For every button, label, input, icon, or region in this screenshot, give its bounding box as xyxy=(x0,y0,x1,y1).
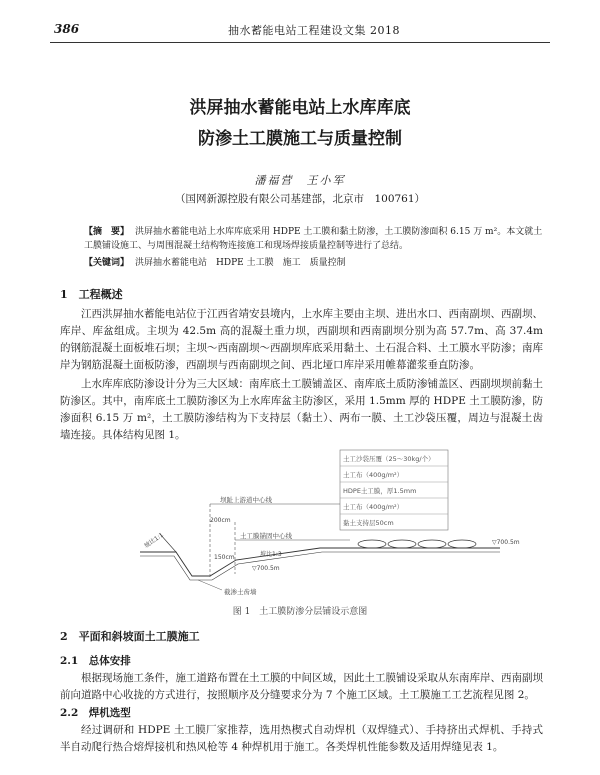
figure-1-diagram xyxy=(140,444,550,602)
legend-item: 土工布（400g/m²） xyxy=(343,471,404,479)
slope-ratio-label: 坡比1:3 xyxy=(260,551,282,558)
abstract-text-1: 洪屏抽水蓄能电站上水库库底采用 HDPE 土工膜和黏土防渗，土工膜防渗面积 6.15 万 m²。本文就土 xyxy=(135,227,543,237)
section-1-heading: 1 工程概述 xyxy=(60,288,123,301)
sandbag-row xyxy=(358,540,476,548)
header-rule xyxy=(50,42,550,43)
authors: 潘福营 王小军 xyxy=(254,174,346,187)
section-2-1-heading: 2.1 总体安排 xyxy=(60,655,131,667)
center-lines xyxy=(210,504,235,578)
leader-line xyxy=(198,580,222,590)
abstract-line-1 xyxy=(84,226,546,239)
article-title-line-1: 洪屏抽水蓄能电站上水库库底 xyxy=(189,98,411,118)
article-title-line-2: 防渗土工膜施工与质量控制 xyxy=(198,129,402,149)
cutoff-wall-label: 截渗土齿墙 xyxy=(224,588,257,596)
abstract-text-2: 工膜铺设施工、与周围混凝土结构物连接施工和现场焊接质量控制等进行了总结。 xyxy=(84,241,409,251)
affiliation: （国网新源控股有限公司基建部，北京市 100761） xyxy=(174,193,426,205)
keywords-text: 洪屏抽水蓄能电站 HDPE 土工膜 施工 质量控制 xyxy=(135,258,346,268)
upper-road-centerline-label: 坝趾上游道中心线 xyxy=(220,496,272,504)
width-label: 150cm xyxy=(214,554,235,561)
section-2-heading: 2 平面和斜坡面土工膜施工 xyxy=(60,630,200,643)
running-header: 抽水蓄能电站工程建设文集 2018 xyxy=(228,24,400,37)
abstract-line-2 xyxy=(84,240,546,253)
section-1-paragraph-2: 上水库库底防渗设计分为三大区域：南库底土工膜铺盖区、南库底土质防渗铺盖区、西副坝坝前黏土防渗区。其中，南库底土工膜防渗区为上水库库盆主防渗区，采用 1.5mm 厚的 HDPE 土工膜防渗，防渗面积 6.15 万 m²，土工膜防渗结构为下支持层（黏土）、两布一膜、土工沙袋压覆，周边与混凝土齿墙连接。具体结构见图 1。 xyxy=(60,378,543,441)
width-label: 200cm xyxy=(210,517,231,524)
keywords-line xyxy=(84,257,546,270)
membrane-profile xyxy=(140,534,500,580)
legend-item: 土工沙袋压覆（25～30kg/个） xyxy=(343,455,435,463)
section-1-paragraph-1: 江西洪屏抽水蓄能电站位于江西省靖安县境内，上水库主要由主坝、进出水口、西南副坝、西副坝、库岸、库盆组成。主坝为 42.5m 高的混凝土重力坝，西副坝和西南副坝分别为高 57.7m、高 37.4m 的钢筋混凝土面板堆石坝；主坝～西南副坝～西副坝库底采用黏土、土石混合料、土工膜水平防渗；南库岸为钢筋混凝土面板防渗，西副坝与西南副坝之间、西北垭口库岸采用帷幕灌浆垂直防渗。 xyxy=(60,308,543,371)
legend-item: 土工布（400g/m²） xyxy=(343,503,404,511)
figure-1-caption: 图 1 土工膜防渗分层铺设示意图 xyxy=(232,607,368,617)
membrane-anchor-label: 土工膜锚固中心线 xyxy=(240,532,292,540)
abstract-label: 【摘 要】 xyxy=(84,227,130,237)
keywords-label: 【关键词】 xyxy=(84,258,130,268)
legend-item: 黏土支持层50cm xyxy=(343,519,394,527)
slope-left-label: 坡比1:1 xyxy=(143,531,165,550)
elevation-label: ▽700.5m xyxy=(492,539,520,546)
section-2-2-heading: 2.2 焊机选型 xyxy=(60,707,131,719)
page-number: 386 xyxy=(54,22,80,36)
elevation-label: ▽700.5m xyxy=(252,565,280,572)
section-2-2-paragraph: 经过调研和 HDPE 土工膜厂家推荐，选用热楔式自动焊机（双焊缝式）、手持挤出式焊机、手持式半自动爬行热合熔焊接机和热风枪等 4 种焊机用于施工。各类焊机性能参数及适用焊缝见表 1。 xyxy=(60,724,543,753)
legend-item: HDPE土工膜，厚1.5mm xyxy=(343,487,417,495)
layer-legend xyxy=(340,450,448,530)
section-2-1-paragraph: 根据现场施工条件，施工道路布置在土工膜的中间区域，因此土工膜铺设采取从东南库岸、西南副坝前向道路中心收拢的方式进行，按照顺序及分缝要求分为 7 个施工区域。土工膜施工工艺流程见图 2。 xyxy=(60,672,543,701)
